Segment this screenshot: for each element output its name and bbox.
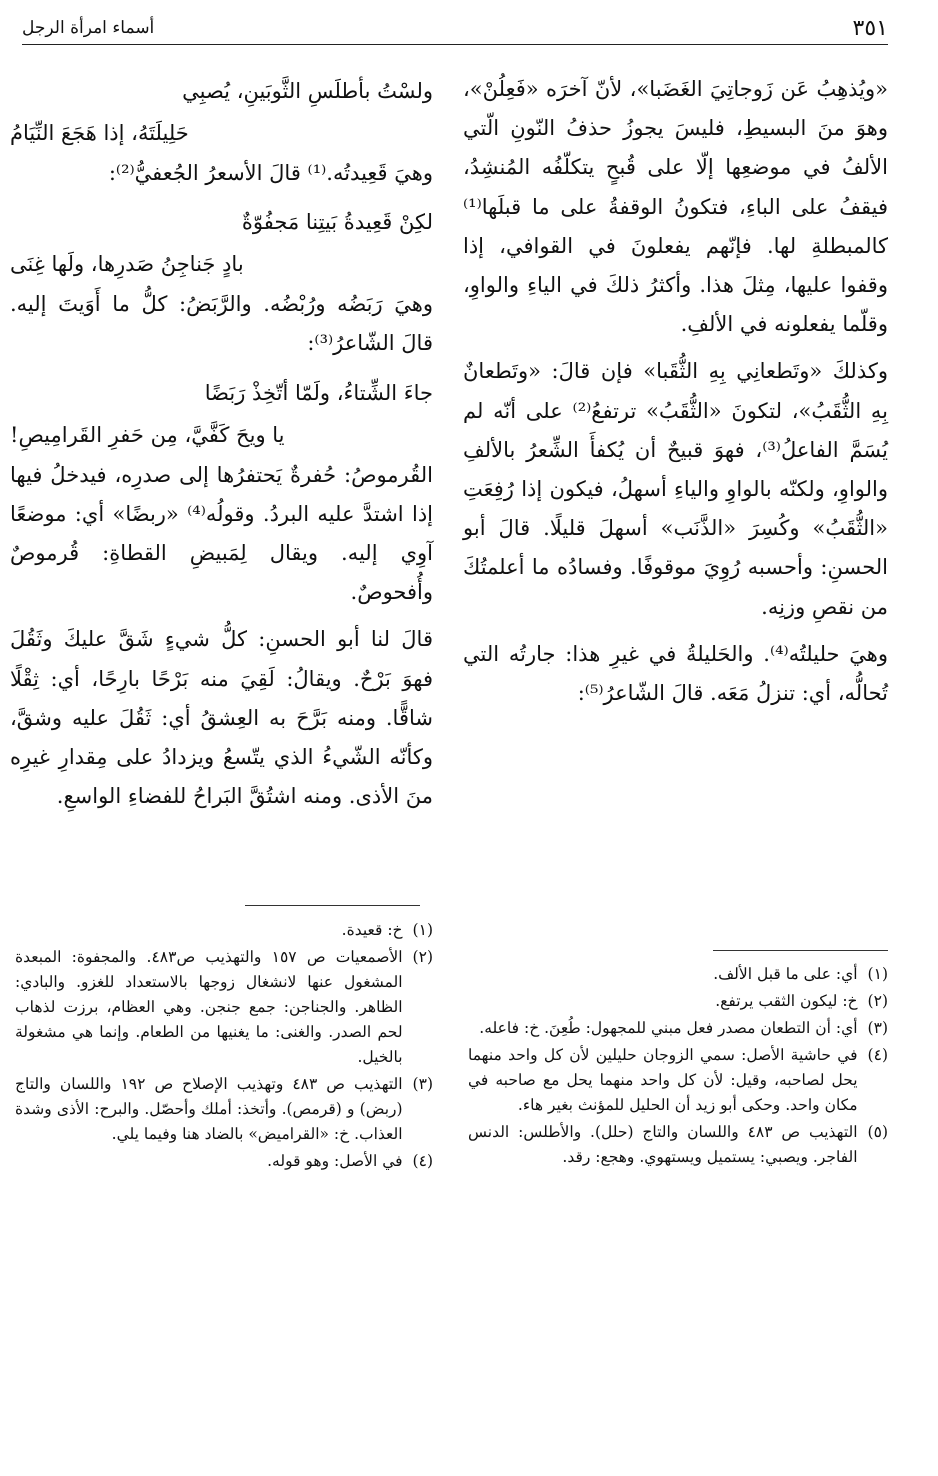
- footnote-number: (١): [412, 921, 433, 939]
- verse-3-hemistich-2: يا ويحَ كَفَّيَّ، مِن حَفرِ القَرامِيصِ!: [10, 422, 285, 447]
- footnote-number: (٢): [412, 948, 433, 966]
- footnotes-right: [468, 962, 888, 1172]
- verse-3-hemistich-1: جاءَ الشِّتاءُ، ولَمّا أتّخِذْ رَبَضًا: [204, 380, 433, 405]
- footnote-number: (٤): [412, 1152, 433, 1170]
- footnote-text: أي: على ما قبل الألف.: [713, 965, 858, 983]
- footnote-separator-right: [713, 950, 888, 951]
- page-header: [22, 14, 888, 45]
- footnote-separator-left: [245, 905, 420, 906]
- footnote-item: [15, 918, 433, 943]
- verse-2: [10, 201, 433, 285]
- footnote-item: [468, 1016, 888, 1041]
- left-paragraph-2: وهيَ رَبَضُه ورُبْضُه. والرَّبَضُ: كلُّ ما أَوَيتَ إليه. قالَ الشّاعرُ⁽³⁾:: [10, 292, 433, 356]
- left-text-column: [10, 70, 433, 824]
- footnote-number: (٥): [867, 1123, 888, 1141]
- left-paragraph-1: وهيَ قَعِيدتُه.⁽¹⁾ قالَ الأسعرُ الجُعفيُّ⁽²⁾:: [108, 161, 433, 185]
- footnote-number: (٣): [867, 1019, 888, 1037]
- right-paragraph-1: «ويُذهِبُ عَن زَوجاتِيَ الغَضَبا»، لأنّ آخرَه «فَعِلُنْ»، وهوَ منَ البسيطِ، فليسَ يجوزُ حذفُ النّونِ الّتي الألفُ في موضعِها إلّا على قُبحٍ يتكلّفُه المُنشِدُ، فيقفُ على الباءِ، فتكونُ الوقفةُ على ما قبلَها⁽¹⁾ كالمبطلةِ لها. فإنّهم يفعلونَ في القوافي، إذا وقفوا عليها، مِثلَ هذا. وأكثرُ ذلكَ في الياءِ والواوِ، وقلّما يفعلونه في الألفِ.: [463, 77, 888, 337]
- footnote-text: في الأصل: وهو قوله.: [267, 1152, 403, 1170]
- left-paragraph-3: القُرموصُ: حُفرةٌ يَحتفرُها إلى صدرِه، فيدخلُ فيها إذا اشتدَّ عليه البردُ. وقولُه⁽⁴⁾ «ربضًا» أي: موضعًا آوِي إليه. ويقال لِمَبيضِ القطاةِ: قُرموصٌ وأُفحوصٌ.: [10, 462, 434, 605]
- footnote-number: (١): [867, 965, 888, 983]
- footnote-item: [468, 989, 888, 1014]
- verse-3: [10, 372, 433, 456]
- footnote-item: [468, 1043, 888, 1118]
- footnote-number: (٣): [412, 1075, 433, 1093]
- footnote-item: [15, 1072, 433, 1147]
- footnote-text: في حاشية الأصل: سمي الزوجان حليلين لأن كل واحد منهما يحل لصاحبه، وقيل: لأن كل واحد منهما يحل مع صاحبه في مكان واحد. وحكى أبو زيد أن الحليل للمؤنث بغير هاء.: [468, 1046, 858, 1114]
- right-paragraph-3: وهيَ حليلتُه⁽⁴⁾. والحَليلةُ في غيرِ هذا: جارتُه التي تُحالُّه، أي: تنزلُ مَعَه. قالَ الشّاعرُ⁽⁵⁾:: [463, 641, 889, 706]
- footnotes-left: [15, 918, 433, 1176]
- verse-1: [10, 70, 433, 154]
- verse-1-hemistich-2: حَلِيلَتَهُ، إذا هَجَعَ النِّيَامُ: [10, 121, 189, 145]
- verse-2-hemistich-2: بادٍ جَناجِنُ صَدرِها، ولَها غِنَى: [10, 252, 244, 277]
- footnote-text: خ: ليكون الثقب يرتفع.: [715, 992, 858, 1010]
- footnote-text: الأصمعيات ص ١٥٧ والتهذيب ص٤٨٣. والمجفوة: المبعدة المشغول عنها لانشغال زوجها بالاستعداد للغزو. والبادي: الظاهر. والجناجن: جمع جنجن. وهي العظام، برزت لذهاب لحم الصدر. والغنى: ما يغنيها من الطعام. وإنما هي مشغولة بالخيل.: [15, 948, 403, 1066]
- footnote-item: [468, 962, 888, 987]
- footnote-text: خ: قعيدة.: [341, 921, 403, 939]
- page-number: ٣٥١: [852, 16, 888, 41]
- footnote-item: [15, 945, 433, 1070]
- footnote-number: (٢): [867, 992, 888, 1010]
- footnote-text: التهذيب ص ٤٨٣ واللسان والتاج (حلل). والأطلس: الدنس الفاجر. ويصبي: يستميل ويستهوي. وهجع: رقد.: [468, 1123, 858, 1166]
- running-title: أسماء امرأة الرجل: [22, 18, 155, 38]
- left-paragraph-4: قالَ لنا أبو الحسنِ: كلُّ شيءٍ شَقَّ عليكَ وثَقُلَ فهوَ بَرْحٌ. ويقالُ: لَقِيَ منه بَرْحًا بارِحًا، أي: ثِقْلًا شاقًّا. ومنه بَرَّحَ به العِشقُ أي: ثَقُلَ عليه وشقَّ، وكأنّه الشّيءُ الذي يتّسعُ ويزدادُ على مِقدارِ غيرِه منَ الأذى. ومنه اشتُقَّ البَراحُ للفضاءِ الواسعِ.: [10, 627, 433, 809]
- footnote-number: (٤): [867, 1046, 888, 1064]
- verse-2-hemistich-1: لكِنْ قَعِيدةُ بَيتِنا مَجفُوّةٌ: [241, 210, 433, 235]
- right-paragraph-2: وكذلكَ «وتَطعانِي بِهِ الثُّقَبا» فإن قالَ: «وتَطعانٌ بِهِ الثُّقَبُ»، لتكونَ «الثُّقَبُ» ترتفعُ⁽²⁾ على أنّه لم يُسَمَّ الفاعلُ⁽³⁾، فهوَ قبيحٌ أن يُكفأَ الشِّعرُ بالألفِ والواوِ، ولكنّه بالواوِ والياءِ أسهلُ، فيكون إذا رُفِعَتِ «الثُّقَبُ» وكُسِرَ «الذَّنَب» أسهلَ قليلًا. قالَ أبو الحسنِ: وأحسبه رُوِيَ موقوفًا. وفسادُه ما أعلمتُكَ من نقصِ وزنِه.: [463, 359, 889, 619]
- footnote-item: [15, 1149, 433, 1174]
- verse-1-hemistich-1: ولسْتُ بأطلَسِ الثَّوبَينِ، يُصبِي: [182, 79, 433, 103]
- right-text-column: [463, 70, 888, 721]
- footnote-text: التهذيب ص ٤٨٣ وتهذيب الإصلاح ص ١٩٢ واللسان والتاج (ربض) و (قرمص). وأتخذ: أملك وأحصّل. والبرح: الأذى وشدة العذاب. خ: «القراميض» بالضاد هنا وفيما يلي.: [15, 1075, 403, 1143]
- footnote-item: [468, 1120, 888, 1170]
- footnote-text: أي: أن التطعان مصدر فعل مبني للمجهول: طُعِنَ. خ: فاعله.: [479, 1019, 858, 1037]
